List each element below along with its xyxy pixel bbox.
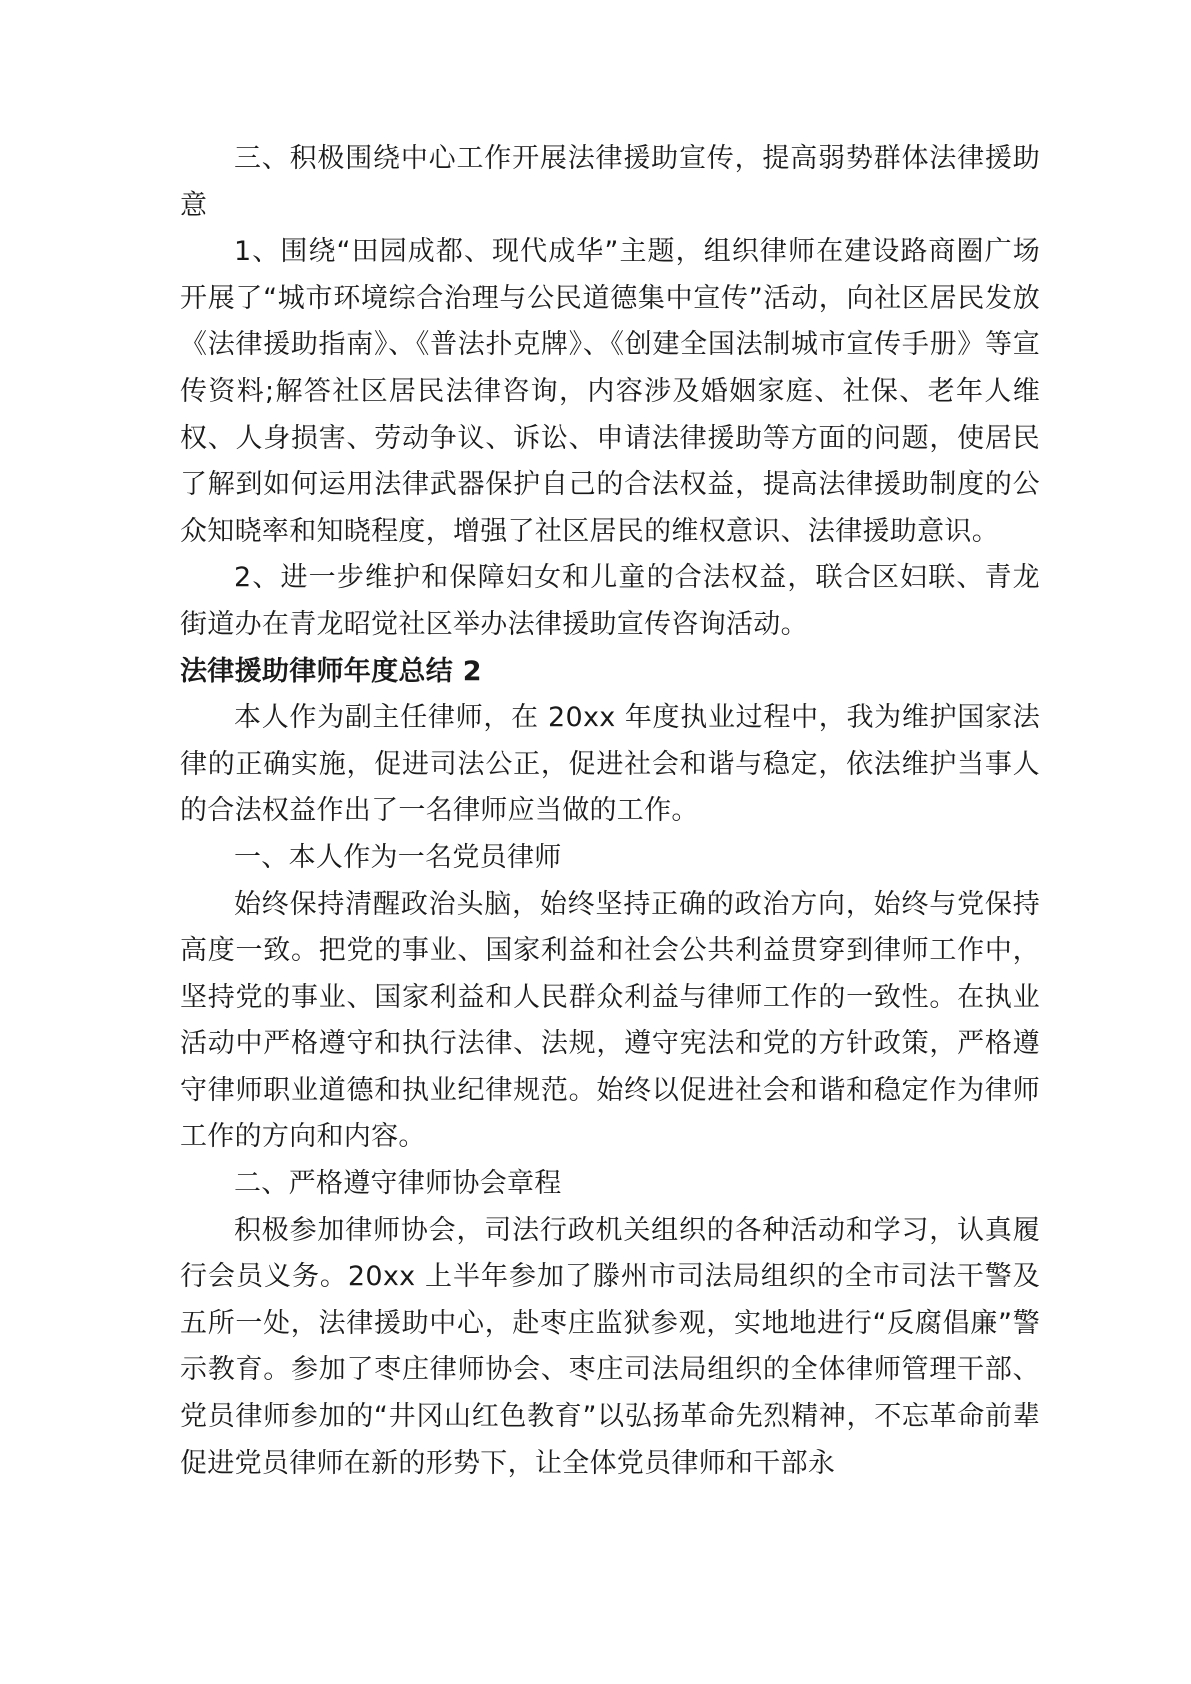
paragraph-association: 积极参加律师协会，司法行政机关组织的各种活动和学习，认真履行会员义务。20xx 上半年参加了滕州市司法局组织的全市司法干警及五所一处，法律援助中心，赴枣庄监狱参观，实地地进行“反腐倡廉”警示教育。参加了枣庄律师协会、枣庄司法局组织的全体律师管理干部、党员律师参加的“井冈山红色教育”以弘扬革命先烈精神，不忘革命前辈促进党员律师在新的形势下，让全体党员律师和干部永 bbox=[180, 1214, 1040, 1479]
paragraph-section-three: 三、积极围绕中心工作开展法律援助宣传，提高弱势群体法律援助意 bbox=[180, 143, 1040, 221]
paragraph-item-one: 1、围绕“田园成都、现代成华”主题，组织律师在建设路商圈广场开展了“城市环境综合治理与公民道德集中宣传”活动，向社区居民发放《法律援助指南》、《普法扑克牌》、《创建全国法制城市宣传手册》等宣传资料;解答社区居民法律咨询，内容涉及婚姻家庭、社保、老年人维权、人身损害、劳动争议、诉讼、申请法律援助等方面的问题，使居民了解到如何运用法律武器保护自己的合法权益，提高法律援助制度的公众知晓率和知晓程度，增强了社区居民的维权意识、法律援助意识。 bbox=[180, 236, 1040, 547]
paragraph-intro: 本人作为副主任律师，在 20xx 年度执业过程中，我为维护国家法律的正确实施，促进司法公正，促进社会和谐与稳定，依法维护当事人的合法权益作出了一名律师应当做的工作。 bbox=[180, 702, 1040, 827]
section-heading: 法律援助律师年度总结 2 bbox=[180, 655, 482, 687]
paragraph-subheading-one: 一、本人作为一名党员律师 bbox=[234, 841, 562, 873]
paragraph-subheading-two: 二、严格遵守律师协会章程 bbox=[234, 1168, 562, 1200]
paragraph-party-member: 始终保持清醒政治头脑，始终坚持正确的政治方向，始终与党保持高度一致。把党的事业、国家利益和社会公共利益贯穿到律师工作中，坚持党的事业、国家利益和人民群众利益与律师工作的一致性。在执业活动中严格遵守和执行法律、法规，遵守宪法和党的方针政策，严格遵守律师职业道德和执业纪律规范。始终以促进社会和谐和稳定作为律师工作的方向和内容。 bbox=[180, 888, 1040, 1153]
paragraph-item-two: 2、进一步维护和保障妇女和儿童的合法权益，联合区妇联、青龙街道办在青龙昭觉社区举办法律援助宣传咨询活动。 bbox=[180, 562, 1040, 640]
document-body bbox=[180, 136, 1040, 1487]
